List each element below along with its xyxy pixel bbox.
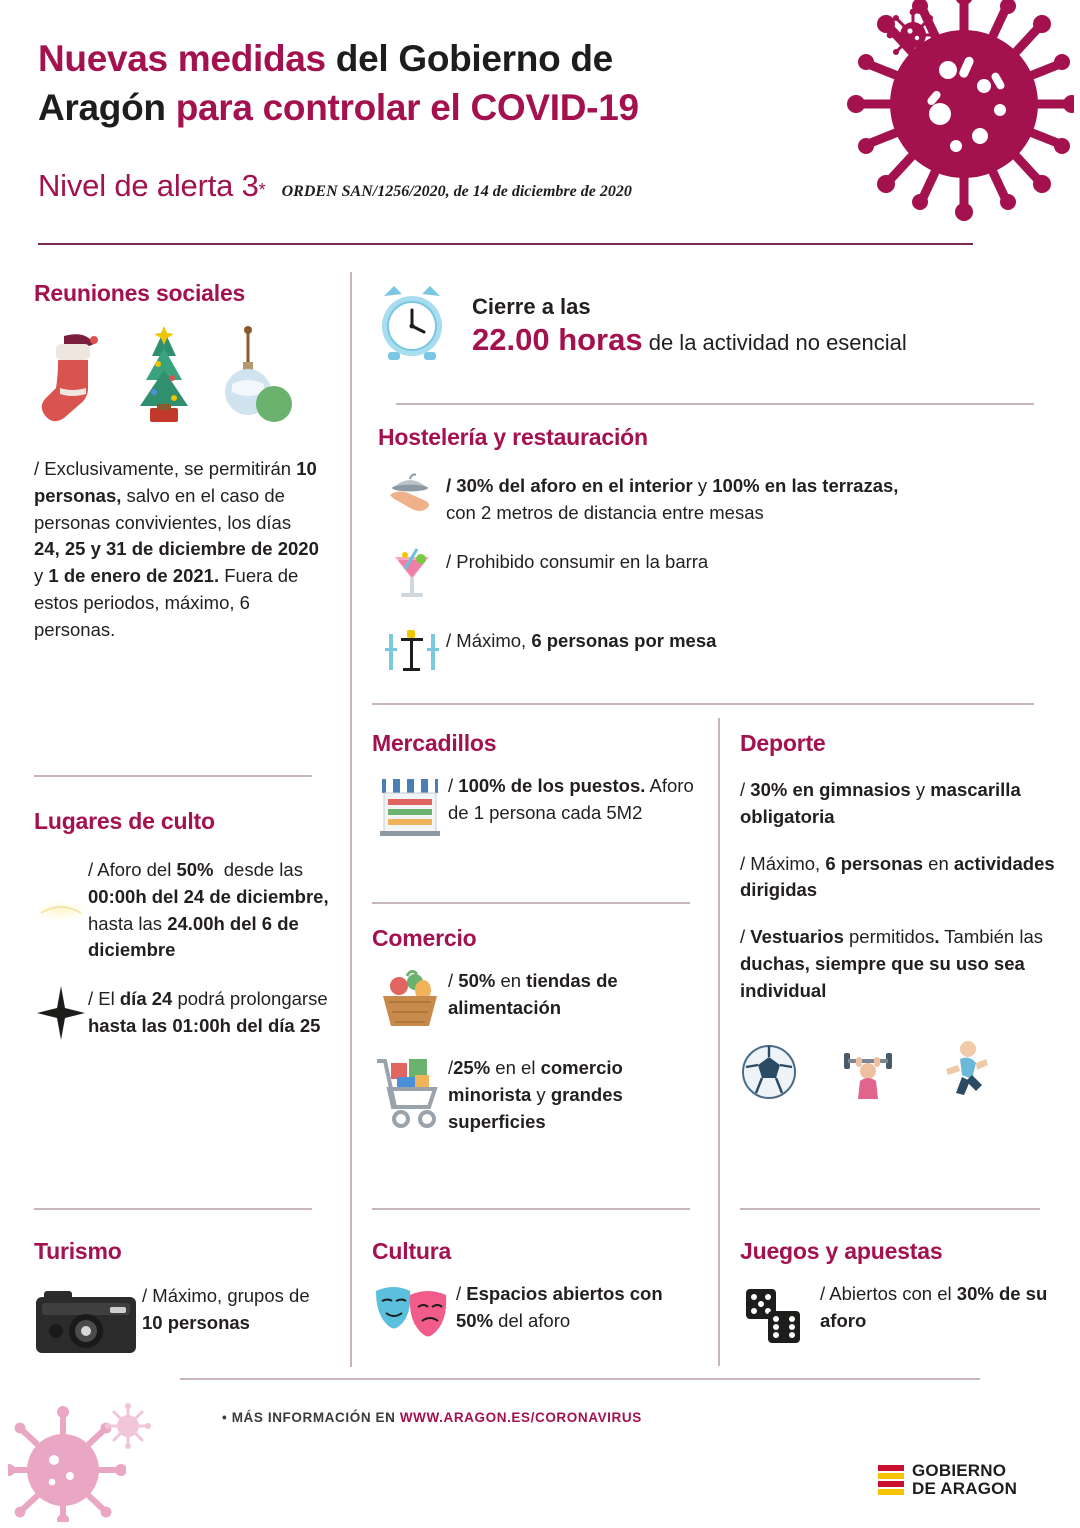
cultura-text: / Espacios abiertos con 50% del aforo bbox=[456, 1283, 663, 1331]
section-heading-cultura: Cultura bbox=[372, 1238, 452, 1264]
closing-line-2 bbox=[472, 322, 907, 358]
dice-icon bbox=[740, 1281, 820, 1356]
culto-item bbox=[34, 857, 340, 964]
church-light-icon bbox=[34, 857, 88, 964]
footer-divider bbox=[180, 1378, 980, 1380]
market-stall-icon bbox=[372, 773, 448, 844]
section-heading-comercio: Comercio bbox=[372, 925, 477, 951]
gobierno-de-aragon-logo bbox=[878, 1462, 1017, 1498]
section-heading-turismo: Turismo bbox=[34, 1238, 122, 1264]
running-icon bbox=[938, 1039, 990, 1101]
section-comercio bbox=[372, 925, 708, 1136]
column-divider-left bbox=[350, 272, 352, 1367]
turismo-row bbox=[34, 1283, 340, 1366]
alert-level-row bbox=[38, 168, 632, 204]
closing-hour-text bbox=[472, 294, 907, 358]
reuniones-text: / Exclusivamente, se permitirán 10 personas, salvo en el caso de personas convivientes, los días 24, 25 y 31 de diciembre de 2020 y 1 de enero de 2021. Fuera de estos periodos, máximo, 6 personas. bbox=[34, 458, 319, 640]
closing-line-1: Cierre a las bbox=[472, 293, 591, 319]
hosteleria-item-text: / Máximo, 6 personas por mesa bbox=[446, 629, 717, 651]
mercadillos-text: / 100% de los puestos. Aforo de 1 persona cada 5M2 bbox=[448, 775, 694, 823]
juegos-text: / Abiertos con el 30% de su aforo bbox=[820, 1283, 1048, 1331]
christmas-bauble-icon bbox=[218, 326, 302, 430]
section-lugares-de-culto bbox=[34, 808, 340, 1040]
footer-more-info bbox=[222, 1410, 642, 1425]
shopping-cart-icon bbox=[372, 1055, 448, 1136]
christmas-icon-group bbox=[34, 325, 334, 430]
juegos-row bbox=[740, 1281, 1060, 1356]
closing-hour-block bbox=[372, 282, 1044, 369]
section-deporte bbox=[740, 730, 1060, 1101]
deporte-paragraph: / 30% en gimnasios y mascarilla obligatoria bbox=[740, 779, 1021, 827]
divider-reuniones-culto bbox=[34, 775, 312, 777]
section-heading-culto: Lugares de culto bbox=[34, 808, 215, 834]
title-plain-1: del Gobierno de bbox=[325, 38, 613, 79]
section-juegos-apuestas bbox=[740, 1238, 1060, 1356]
cocktail-icon bbox=[378, 545, 446, 606]
section-hosteleria bbox=[378, 424, 1044, 681]
column-divider-right bbox=[718, 718, 720, 1366]
footer-url[interactable]: WWW.ARAGON.ES/CORONAVIRUS bbox=[399, 1410, 642, 1425]
closing-line-2-rest: de la actividad no esencial bbox=[642, 329, 907, 355]
theatre-masks-icon bbox=[372, 1281, 456, 1352]
alert-level-asterisk: * bbox=[258, 180, 266, 200]
header-divider bbox=[38, 243, 973, 245]
aragon-flag-bars-icon bbox=[878, 1465, 904, 1495]
alarm-clock-icon bbox=[372, 282, 452, 369]
section-heading-mercadillos: Mercadillos bbox=[372, 730, 497, 756]
christmas-tree-icon bbox=[126, 326, 202, 430]
star-sparkle-icon bbox=[34, 986, 88, 1040]
title-accent-2: para controlar el COVID-19 bbox=[175, 87, 639, 129]
comercio-item-text: / 50% en tiendas de alimentación bbox=[448, 970, 618, 1018]
deporte-paragraph: / Vestuarios permitidos. También las duchas, siempre que su uso sea individual bbox=[740, 926, 1044, 1001]
comercio-item bbox=[372, 968, 708, 1039]
section-heading-hosteleria: Hostelería y restauración bbox=[378, 424, 648, 450]
hosteleria-item-text: / 30% del aforo en el interior y 100% en las terrazas, con 2 metros de distancia entre mesas bbox=[446, 475, 899, 523]
closing-hours-value: 22.00 horas bbox=[472, 321, 643, 357]
deporte-paragraph: / Máximo, 6 personas en actividades dirigidas bbox=[740, 852, 1055, 901]
footer-info-prefix: MÁS INFORMACIÓN EN bbox=[231, 1410, 400, 1425]
cultura-row bbox=[372, 1281, 708, 1352]
section-heading-juegos: Juegos y apuestas bbox=[740, 1238, 943, 1264]
title-accent-1: Nuevas medidas bbox=[38, 38, 326, 79]
section-turismo bbox=[34, 1238, 340, 1366]
section-reuniones-sociales bbox=[34, 280, 334, 644]
mercadillos-row bbox=[372, 773, 702, 844]
footer-bullet: • bbox=[222, 1410, 228, 1425]
section-mercadillos bbox=[372, 730, 702, 844]
culto-item bbox=[34, 986, 340, 1040]
christmas-stocking-icon bbox=[34, 330, 110, 430]
page-title bbox=[38, 34, 838, 132]
divider-hosteleria-mercadillos bbox=[372, 703, 1034, 705]
sport-icon-group bbox=[740, 1031, 1060, 1101]
weightlifting-icon bbox=[838, 1043, 898, 1101]
hosteleria-item bbox=[378, 545, 1044, 606]
header bbox=[0, 0, 1080, 250]
turismo-text: / Máximo, grupos de 10 personas bbox=[142, 1285, 310, 1333]
title-line-1 bbox=[38, 34, 838, 83]
comercio-item-text: /25% en el comercio minorista y grandes superficies bbox=[448, 1057, 623, 1132]
logo-text bbox=[912, 1462, 1017, 1498]
logo-line-1: GOBIERNO bbox=[912, 1461, 1007, 1480]
culto-item-text: / Aforo del 50% desde las 00:00h del 24 de diciembre, hasta las 24.00h del 6 de diciembre bbox=[88, 859, 329, 961]
waiter-tray-icon bbox=[378, 469, 446, 526]
section-heading-deporte: Deporte bbox=[740, 730, 826, 756]
divider-deporte-juegos bbox=[740, 1208, 1040, 1210]
coronavirus-illustration-bottom-left-small bbox=[104, 1402, 152, 1450]
divider-culto-turismo bbox=[34, 1208, 312, 1210]
title-line-2 bbox=[38, 83, 838, 132]
divider-cierre-hosteleria bbox=[396, 403, 1034, 405]
section-heading-reuniones: Reuniones sociales bbox=[34, 280, 246, 306]
hosteleria-item-text: / Prohibido consumir en la barra bbox=[446, 550, 709, 572]
comercio-item bbox=[372, 1055, 708, 1136]
logo-line-2: DE ARAGON bbox=[912, 1478, 1018, 1498]
order-reference: ORDEN SAN/1256/2020, de 14 de diciembre de 2020 bbox=[281, 183, 632, 200]
divider-comercio-cultura bbox=[372, 1208, 690, 1210]
shopping-basket-icon bbox=[372, 968, 448, 1039]
culto-item-text: / El día 24 podrá prolongarse hasta las 01:00h del día 25 bbox=[88, 988, 328, 1037]
section-cultura bbox=[372, 1238, 708, 1352]
football-icon bbox=[740, 1043, 798, 1101]
table-chairs-icon bbox=[378, 624, 446, 681]
hosteleria-item bbox=[378, 469, 1044, 527]
hosteleria-item bbox=[378, 624, 1044, 681]
alert-level-label: Nivel de alerta 3 bbox=[38, 168, 259, 203]
title-plain-2: Aragón bbox=[38, 87, 176, 129]
divider-mercadillos-comercio bbox=[372, 902, 690, 904]
camera-icon bbox=[34, 1283, 142, 1366]
